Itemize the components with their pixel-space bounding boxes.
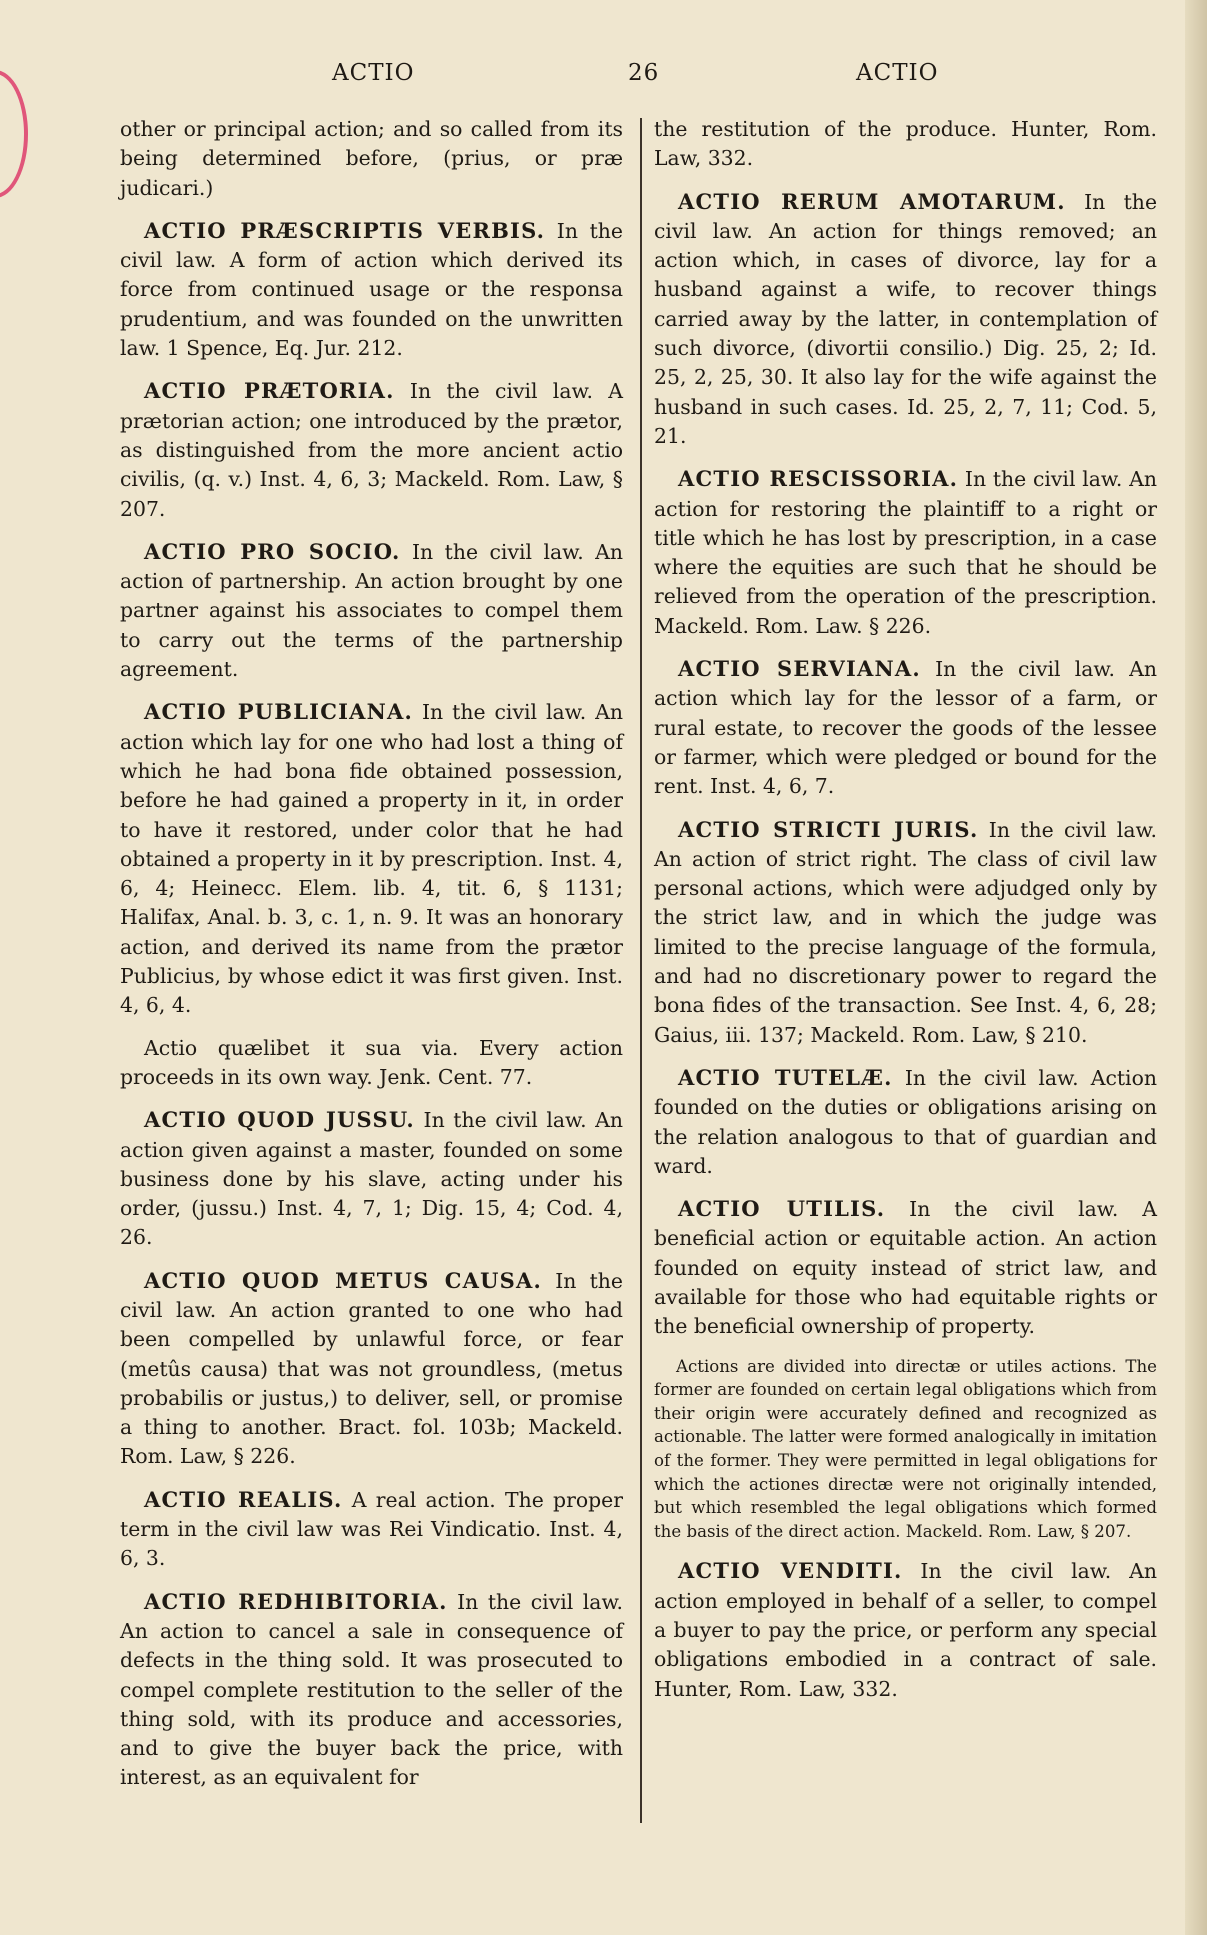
entry-text: In the civil law. An action granted to one who had been compelled by unlawful force, or fear (metûs causa) that was not groundless, (metus probabilis or justus,) to deliver, sell, or promise a thing to another. Bract. fol. 103b; Mackeld. Rom. Law, § 226. (120, 1268, 624, 1469)
entry (654, 815, 1157, 1050)
entry-headword: ACTIO QUOD METUS CAUSA. (144, 1267, 543, 1293)
entry-text: In the civil law. A form of action which derived its force from continued usage or the responsa prudentium, and was founded on the unwritten law. 1 Spence, Eq. Jur. 212. (120, 218, 623, 361)
entry (654, 115, 1157, 174)
entry-headword: ACTIO VENDITI. (678, 1558, 903, 1584)
page-header (0, 60, 1207, 100)
entry-text: In the civil law. A prætorian action; one introduced by the prætor, as distinguished from the more ancient actio civilis, (q. v.) Inst. 4, 6, 3; Mackeld. Rom. Law, § 207. (120, 379, 623, 521)
entry-text: In the civil law. An action given against a master, founded on some business done by his slave, acting under his order, (jussu.) Inst. 4, 7, 1; Dig. 15, 4; Cod. 4, 26. (120, 1108, 624, 1250)
entry (120, 1105, 623, 1252)
running-head-left: ACTIO (332, 60, 415, 86)
entry (120, 115, 623, 203)
entry-headword: ACTIO PRÆTORIA. (144, 378, 395, 404)
note-text: Actions are divided into directæ or utiles actions. The former are founded on certain legal obligations which from their origin were accurately defined and recognized as actionable. The latter were formed analogically in imitation of the former. They were permitted in legal obligations for which the actiones directæ were not originally intended, but which resembled the legal obligations which formed the basis of the direct action. Mackeld. Rom. Law, § 207. (654, 1356, 1157, 1541)
entry (120, 216, 623, 363)
column-divider (640, 118, 642, 1823)
entry-headword: ACTIO SERVIANA. (678, 656, 921, 682)
entry-headword: ACTIO REALIS. (144, 1486, 343, 1512)
entry-headword: ACTIO QUOD JUSSU. (144, 1107, 415, 1133)
entry (654, 654, 1157, 801)
entry (654, 464, 1157, 641)
entry (120, 1034, 623, 1093)
entry-headword: ACTIO TUTELÆ. (678, 1064, 893, 1090)
entry (120, 376, 623, 523)
entry-text: In the civil law. An action which lay for the lessor of a farm, or rural estate, to recover the goods of the lessee or farmer, which were pledged or bound for the rent. Inst. 4, 6, 7. (654, 657, 1157, 799)
entry-headword: ACTIO PUBLICIANA. (144, 699, 414, 725)
entry-text: In the civil law. An action for things removed; an action which, in cases of divorce, lay for a husband against a wife, to recover things carried away by the latter, in contemplation of such divorce, (divortii consilio.) Dig. 25, 2; Id. 25, 2, 25, 30. It also lay for the wife against the husband in such cases. Id. 25, 2, 7, 11; Cod. 5, 21. (654, 189, 1158, 448)
entry (654, 1556, 1157, 1703)
entry (654, 1063, 1157, 1181)
running-head-right: ACTIO (856, 60, 939, 86)
entry (120, 697, 623, 1020)
entry-headword: ACTIO RERUM AMOTARUM. (678, 188, 1066, 214)
right-column (654, 115, 1157, 1717)
entry (120, 1266, 623, 1472)
entry-headword: ACTIO STRICTI JURIS. (678, 816, 979, 842)
entry-headword: ACTIO PRÆSCRIPTIS VERBIS. (144, 217, 546, 243)
entry-text: In the civil law. Action founded on the duties or obligations arising on the relation analogous to that of guardian and ward. (654, 1065, 1157, 1178)
entry-text: In the civil law. An action of strict right. The class of civil law personal actions, which were adjudged only by the strict law, and in which the judge was limited to the precise language of the formula, and had no discretionary power to regard the bona fides of the transaction. See Inst. 4, 6, 28; Gaius, iii. 137; Mackeld. Rom. Law, § 210. (654, 817, 1157, 1047)
entry-text: In the civil law. An action of partnership. An action brought by one partner against his associates to compel them to carry out the terms of the partnership agreement. (120, 539, 624, 682)
entry (120, 1587, 623, 1793)
entry-text: In the civil law. A beneficial action or equitable action. An action founded on equity instead of strict law, and available for those who had equitable rights or the beneficial ownership of property. (654, 1197, 1157, 1339)
entry-text: In the civil law. An action to cancel a sale in consequence of defects in the thing sold. It was prosecuted to compel complete restitution to the seller of the thing sold, with its produce and accessories, and to give the buyer back the price, with interest, as an equivalent for (120, 1589, 623, 1790)
page-edge-shadow (1185, 0, 1207, 1935)
entry-text: A real action. The proper term in the civil law was Rei Vindicatio. Inst. 4, 6, 3. (120, 1487, 623, 1571)
entry-headword: ACTIO PRO SOCIO. (144, 538, 401, 564)
entry (654, 187, 1157, 452)
entry-text: In the civil law. An action which lay for one who had lost a thing of which he had bona fide obtained possession, before he had gained a property in it, in order to have it restored, under color that he had obtained a property in it by prescription. Inst. 4, 6, 4; Heinecc. Elem. lib. 4, tit. 6, § 1131; Halifax, Anal. b. 3, c. 1, n. 9. It was an honorary action, and derived its name from the prætor Publicius, by whose edict it was first given. Inst. 4, 6, 4. (120, 700, 623, 1018)
left-column (120, 115, 623, 1806)
entry (654, 1194, 1157, 1341)
entry (120, 1485, 623, 1574)
entry-text: Actio quælibet it sua via. Every action proceeds in its own way. Jenk. Cent. 77. (120, 1035, 623, 1089)
entry-text: other or principal action; and so called from its being determined before, (prius, or præ judicari.) (120, 117, 623, 200)
entry-headword: ACTIO UTILIS. (678, 1196, 886, 1222)
entry-text: In the civil law. An action for restoring the plaintiff to a right or title which he has lost by prescription, in a case where the equities are such that he should be relieved from the operation of the prescription. Mackeld. Rom. Law. § 226. (654, 467, 1157, 638)
entry-text: the restitution of the produce. Hunter, Rom. Law, 332. (654, 117, 1157, 171)
entry-text: In the civil law. An action employed in behalf of a seller, to compel a buyer to pay the price, or perform any special obligations embodied in a contract of sale. Hunter, Rom. Law, 332. (654, 1559, 1158, 1701)
entry-headword: ACTIO REDHIBITORIA. (144, 1588, 448, 1614)
entry-headword: ACTIO RESCISSORIA. (678, 466, 959, 492)
entry (120, 537, 623, 684)
page-number: 26 (628, 60, 660, 86)
entry-note (654, 1355, 1157, 1544)
